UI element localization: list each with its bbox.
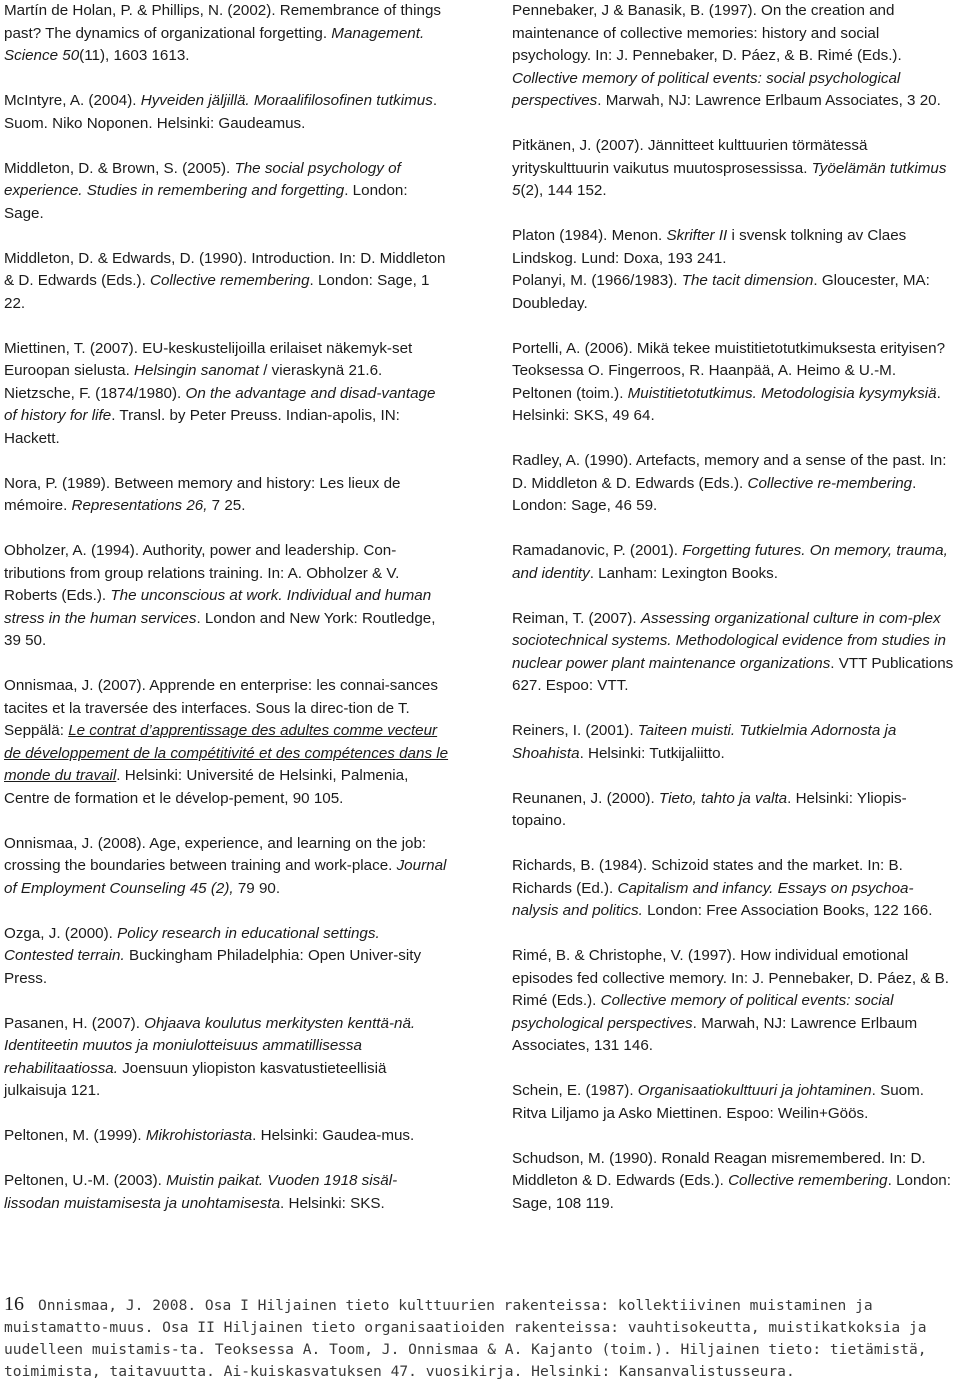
reference-entry (4, 473, 449, 518)
reference-entry (512, 225, 957, 270)
reference-text: Platon (1984). Menon. (512, 227, 667, 244)
page-footer (4, 1293, 954, 1383)
reference-entry (4, 248, 449, 316)
reference-text: . Lanham: Lexington Books. (589, 564, 778, 582)
reference-title: Työelämän tutkimus 5 (512, 159, 947, 199)
reference-title: Mikrohistoriasta (145, 1127, 253, 1144)
reference-text: Schein, E. (1987). (512, 1082, 638, 1099)
reference-text: . London: Sage, 1 22. (4, 272, 430, 312)
reference-title: Collective re-membering (747, 474, 913, 492)
reference-title: Management. Science 50 (4, 24, 425, 64)
reference-entry (512, 788, 957, 833)
reference-text: . Helsinki: SKS. (280, 1194, 385, 1212)
reference-title: Collective remembering (728, 1172, 888, 1189)
reference-title: Tieto, tahto ja valta (658, 789, 788, 807)
reference-text: Schudson, M. (1990). Ronald Reagan misremembered. In: D. Middleton & D. Edwards (Eds.). (512, 1149, 926, 1189)
reference-entry (512, 1080, 957, 1125)
reference-title: Capitalism and infancy. Essays on psychoa-nalysis and politics. (512, 879, 914, 919)
reference-title: Le contrat d’apprentissage des adultes comme vecteur de développement de la compétitivité et des compétences dans le monde du travail (4, 722, 449, 784)
reference-text: Onnismaa, J. (2008). Age, experience, and learning on the job: crossing the boundaries between training and work-place. (4, 834, 427, 874)
reference-title: Muistitietotutkimus. Metodologisia kysymyksiä (627, 384, 937, 402)
reference-text: . Marwah, NJ: Lawrence Erlbaum Associates, 131 146. (512, 1014, 918, 1054)
reference-text: . Marwah, NJ: Lawrence Erlbaum Associates, 3 20. (597, 92, 941, 109)
reference-entry (512, 135, 957, 203)
reference-text: Radley, A. (1990). Artefacts, memory and a sense of the past. In: D. Middleton & D. Edwards (Eds.). (512, 452, 947, 492)
reference-text: Peltonen, M. (1999). (4, 1127, 146, 1144)
reference-entry (4, 540, 449, 653)
reference-text: Richards, B. (1984). Schizoid states and the market. In: B. Richards (Ed.). (512, 857, 903, 897)
reference-text: McIntyre, A. (2004). (4, 92, 141, 109)
reference-text: Polanyi, M. (1966/1983). (512, 272, 682, 289)
reference-title: The tacit dimension (681, 272, 814, 289)
reference-title: The social psychology of experience. Studies in remembering and forgetting (4, 159, 401, 199)
reference-text: 7 25. (207, 497, 246, 514)
reference-title: Skrifter II (666, 227, 728, 244)
reference-entry (4, 923, 449, 991)
reference-text: Joensuun yliopiston kasvatustieteellisiä julkaisuja 121. (4, 1059, 387, 1099)
reference-title: Forgetting futures. On memory, trauma, and identity (512, 542, 948, 582)
reference-text: . London: Sage, 108 119. (512, 1172, 951, 1212)
reference-text: / vieraskynä 21.6. (258, 362, 383, 379)
reference-entry (4, 158, 449, 226)
reference-text: Reiners, I. (2001). (512, 722, 638, 739)
reference-entry (512, 450, 957, 518)
reference-text: Martín de Holan, P. & Phillips, N. (2002). Remembrance of things past? The dynamics of organizational forgetting. (4, 2, 441, 42)
reference-entry (4, 338, 449, 383)
reference-text: . Suom. Niko Noponen. Helsinki: Gaudeamus. (4, 92, 438, 132)
reference-entry (512, 945, 957, 1058)
reference-text: . Suom. Ritva Liljamo ja Asko Miettinen. Espoo: Weilin+Göös. (512, 1082, 924, 1122)
reference-entry (4, 90, 449, 135)
reference-column-right (512, 0, 957, 1215)
reference-text: Nora, P. (1989). Between memory and history: Les lieux de mémoire. (4, 474, 401, 514)
reference-entry (4, 833, 449, 901)
reference-title: Ohjaava koulutus merkitysten kenttä-nä. Identiteetin muutos ja moniulotteisuus ammatillisessa rehabilitaatiossa. (4, 1014, 416, 1077)
reference-text: London: Free Association Books, 122 166. (642, 902, 933, 919)
reference-entry (4, 1170, 449, 1215)
reference-text: . London: Sage, 46 59. (512, 474, 917, 514)
reference-title: On the advantage and disad-vantage of history for life (4, 384, 436, 424)
reference-text: Miettinen, T. (2007). EU-keskustelijoilla erilaiset näkemyk-set Euroopan sielusta. (4, 339, 413, 379)
reference-text: 79 90. (233, 879, 281, 897)
reference-text: Pitkänen, J. (2007). Jännitteet kulttuurien törmätessä yrityskulttuurin vaikutus muutosprosessissa. (512, 137, 868, 177)
reference-title: Helsingin sanomat (134, 362, 259, 379)
reference-text: Ozga, J. (2000). (4, 924, 118, 942)
reference-text: Ramadanovic, P. (2001). (512, 542, 683, 559)
reference-text: (11), 1603 1613. (79, 47, 190, 64)
reference-text: . Helsinki: Yliopis-topaino. (512, 789, 907, 829)
reference-text: Reiman, T. (2007). (512, 609, 641, 627)
reference-entry (512, 608, 957, 698)
reference-entry (512, 855, 957, 923)
reference-entry (4, 675, 449, 810)
reference-text: . Helsinki: Tutkijaliitto. (579, 744, 725, 762)
reference-entry (4, 383, 449, 451)
reference-text: Nietzsche, F. (1874/1980). (4, 384, 186, 402)
reference-entry (512, 338, 957, 428)
reference-entry (512, 270, 957, 315)
reference-title: Policy research in educational settings. Contested terrain. (4, 924, 380, 964)
reference-text: Onnismaa, J. (2007). Apprende en enterprise: les connai-sances tacites et la traversée des interfaces. Sous la direc-tion de T. Seppälä: (4, 677, 438, 739)
reference-entry (512, 0, 957, 113)
reference-title: Hyveiden jäljillä. Moraalifilosofinen tutkimus (140, 92, 433, 109)
reference-text: Portelli, A. (2006). Mikä tekee muistitietotutkimuksesta erityisen? Teoksessa O. Fingerroos, R. Haanpää, A. Heimo & U.-M. Peltonen (toim.). (512, 339, 946, 402)
reference-text: Middleton, D. & Edwards, D. (1990). Introduction. In: D. Middleton & D. Edwards (Eds.). (4, 249, 446, 289)
reference-text: . London: Sage. (4, 182, 408, 222)
reference-title: Collective remembering (150, 272, 310, 289)
reference-text: Pasanen, H. (2007). (4, 1014, 145, 1032)
reference-text: Peltonen, U.-M. (2003). (4, 1172, 167, 1189)
reference-title: Journal of Employment Counseling 45 (2), (4, 857, 447, 897)
reference-title: Organisaatiokulttuuri ja johtaminen (637, 1082, 872, 1099)
reference-text: Rimé, B. & Christophe, V. (1997). How individual emotional episodes fed collective memory. In: J. Pennebaker, D. Páez, & B. Rimé (Eds.). (512, 947, 949, 1009)
reference-entry (4, 1125, 449, 1148)
reference-text: . Transl. by Peter Preuss. Indian-apolis, IN: Hackett. (4, 407, 400, 447)
reference-text: i svensk tolkning av Claes Lindskog. Lund: Doxa, 193 241. (512, 227, 907, 267)
reference-text: Obholzer, A. (1994). Authority, power and leadership. Con-tributions from group relations training. In: A. Obholzer & V. Roberts (Eds.). (4, 542, 400, 604)
reference-text: . VTT Publications 627. Espoo: VTT. (512, 654, 954, 694)
reference-text: . Helsinki: SKS, 49 64. (512, 384, 941, 424)
reference-text: . London and New York: Routledge, 39 50. (4, 609, 436, 649)
reference-text: . Helsinki: Université de Helsinki, Palmenia, Centre de formation et le dévelop-pement, 90 105. (4, 767, 409, 807)
reference-title: Representations 26, (71, 497, 208, 514)
footer-citation: Onnismaa, J. 2008. Osa I Hiljainen tieto kulttuurien rakenteissa: kollektiivinen muistaminen ja muistamatto-muus. Osa II Hiljainen tieto organisaatioiden rakenteissa: vauhtisokeutta, muistikatkoksia ja uudelleen muistamis-ta. Teoksessa A. Toom, J. Onnismaa & A. Kajanto (toim.). Hiljainen tieto: tietämistä, toimimista, taitavuutta. Ai-kuiskasvatuksen 47. vuosikirja. Helsinki: Kansanvalistusseura. (4, 1297, 927, 1380)
reference-text: Middleton, D. & Brown, S. (2005). (4, 159, 235, 177)
reference-entry (512, 720, 957, 765)
reference-text: (2), 144 152. (520, 182, 607, 199)
reference-entry (512, 540, 957, 585)
reference-text: Buckingham Philadelphia: Open Univer-sity Press. (4, 947, 422, 987)
reference-column-left (4, 0, 449, 1215)
reference-title: Muistin paikat. Vuoden 1918 sisäl-lissodan muistamisesta ja unohtamisesta (4, 1172, 398, 1212)
reference-title: The unconscious at work. Individual and human stress in the human services (4, 587, 432, 627)
reference-text: . Helsinki: Gaudea-mus. (252, 1127, 415, 1144)
reference-text: Pennebaker, J & Banasik, B. (1997). On the creation and maintenance of collective memories: history and social psychology. In: J. Pennebaker, D. Páez, & B. Rimé (Eds.). (512, 2, 902, 64)
reference-text: Reunanen, J. (2000). (512, 789, 659, 807)
reference-title: Collective memory of political events: social psychological perspectives (512, 992, 894, 1032)
reference-entry (4, 1013, 449, 1103)
reference-title: Assessing organizational culture in com-plex sociotechnical systems. Methodological evidence from studies in nuclear power plant maintenance organizations (512, 609, 946, 672)
reference-text: . Gloucester, MA: Doubleday. (512, 272, 930, 312)
reference-title: Taiteen muisti. Tutkielmia Adornosta ja Shoahista (512, 722, 897, 762)
reference-title: Collective memory of political events: social psychological perspectives (512, 69, 901, 109)
reference-entry (4, 0, 449, 68)
page-number: 16 (4, 1293, 24, 1315)
reference-entry (512, 1148, 957, 1216)
